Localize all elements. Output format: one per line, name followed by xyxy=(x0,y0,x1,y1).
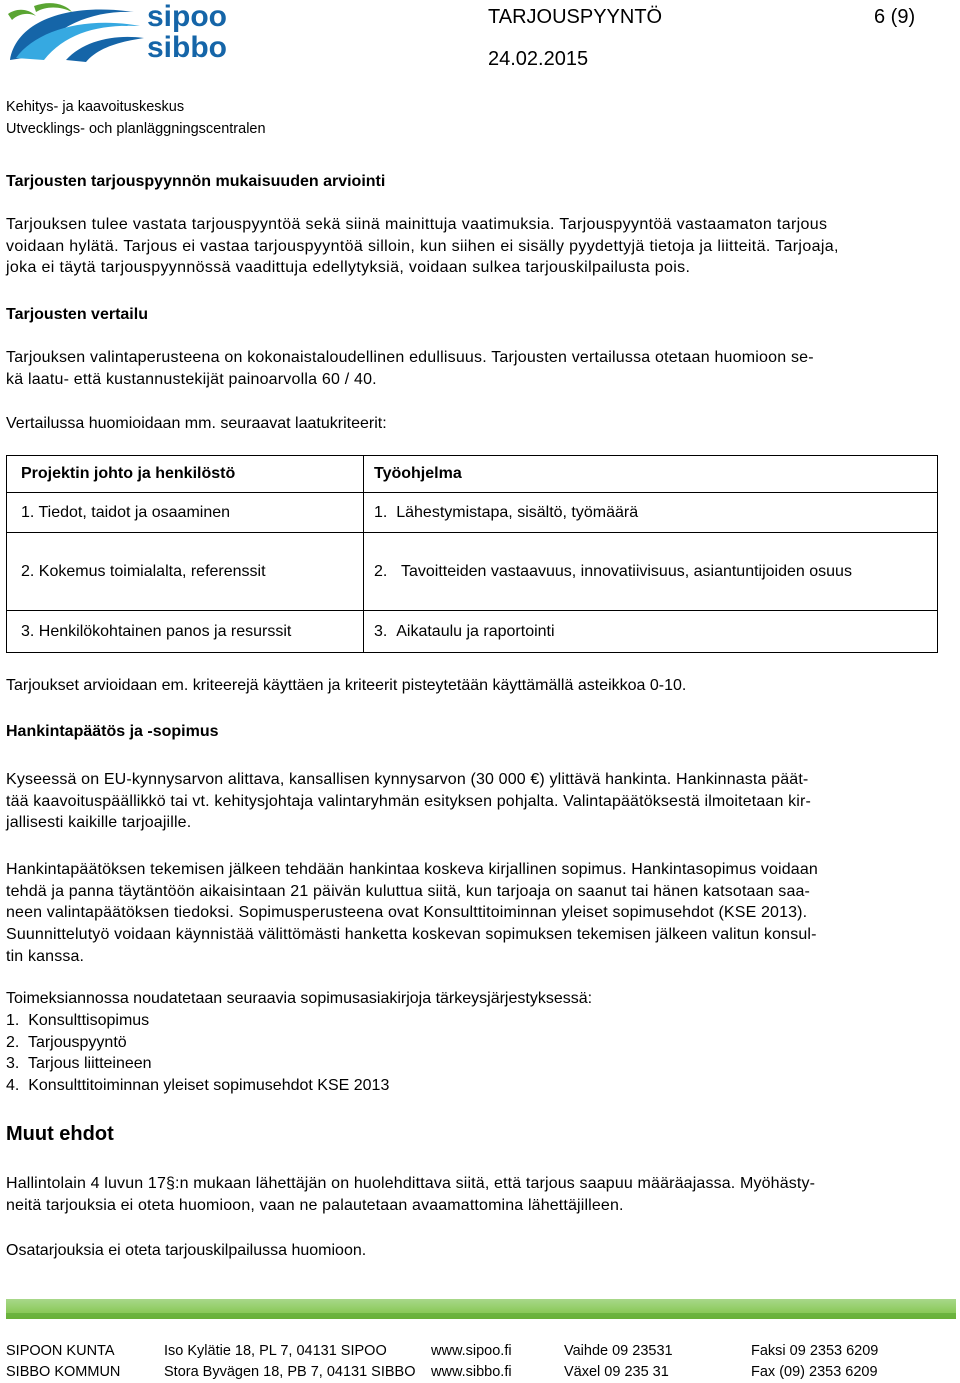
footer-org: SIBBO KOMMUN xyxy=(6,1364,121,1380)
text-line: tin kanssa. xyxy=(6,947,85,965)
list-item: 1. Konsulttisopimus xyxy=(6,1012,150,1029)
text-line: Kyseessä on EU-kynnysarvon alittava, kansallisen kynnysarvon (30 000 €) ylittävä hankinta. Hankinnasta päät- xyxy=(6,771,809,788)
criteria-cell xyxy=(364,611,938,653)
item-number: 3. xyxy=(374,622,388,640)
document-date: 24.02.2015 xyxy=(488,48,589,70)
logo-text-sibbo: sibbo xyxy=(147,31,227,64)
heading-other-terms: Muut ehdot xyxy=(6,1123,114,1145)
text-line: neitä tarjouksia ei oteta huomioon, vaan ne palautetaan avaamattomina lähettäjilleen. xyxy=(6,1196,624,1214)
footer-address: Stora Byvägen 18, PB 7, 04131 SIBBO xyxy=(164,1364,416,1380)
other-terms-paragraph xyxy=(6,1173,815,1216)
table-row xyxy=(7,611,938,653)
department-sv: Utvecklings- och planläggningscentralen xyxy=(6,121,266,137)
item-text: Aikataulu ja raportointi xyxy=(396,622,555,640)
text-line: Hankintapäätöksen tekemisen jälkeen tehdään hankintaa koskeva kirjallinen sopimus. Hankintasopimus voidaan xyxy=(6,861,818,878)
text-line: Hallintolain 4 luvun 17§:n mukaan lähettäjän on huolehdittava siitä, että tarjous saapuu määräajassa. Myöhästy- xyxy=(6,1175,816,1192)
col-header-work-programme: Työohjelma xyxy=(364,456,938,493)
text-line: neen valintapäätöksen tiedoksi. Sopimusperusteena ovat Konsulttitoiminnan yleiset sopimusehdot (KSE 2013). xyxy=(6,904,808,922)
footer-org: SIPOON KUNTA xyxy=(6,1343,115,1359)
list-item: 3. Tarjous liitteineen xyxy=(6,1055,152,1072)
logo-mark-icon xyxy=(6,2,146,64)
procurement-paragraph-2 xyxy=(6,859,818,968)
logo-text-sipoo: sipoo xyxy=(147,0,227,33)
comparison-paragraph xyxy=(6,347,814,390)
footer-fax: Fax (09) 2353 6209 xyxy=(751,1364,878,1380)
footer-fax: Faksi 09 2353 6209 xyxy=(751,1343,879,1359)
text-line: jallisesti kaikille tarjoajille. xyxy=(6,814,192,832)
table-row xyxy=(7,493,938,533)
text-line: Tarjouksen tulee vastata tarjouspyyntöä sekä siinä mainittuja vaatimuksia. Tarjouspyyntöä vastaamaton tarjous xyxy=(6,216,828,233)
page-number: 6 (9) xyxy=(874,6,916,28)
text-line: Suunnittelutyö voidaan käynnistää välittömästi hanketta koskevan sopimuksen tekemisen jälkeen valitun konsul- xyxy=(6,926,817,944)
footer-phone: Vaihde 09 23531 xyxy=(564,1343,673,1359)
document-title: TARJOUSPYYNTÖ xyxy=(488,6,663,28)
criteria-cell xyxy=(364,493,938,533)
sipoo-sibbo-logo xyxy=(6,2,236,64)
documents-list xyxy=(6,1010,389,1096)
documents-intro: Toimeksiannossa noudatetaan seuraavia sopimusasiakirjoja tärkeysjärjestyksessä: xyxy=(6,990,593,1007)
item-number: 2. xyxy=(374,562,388,580)
list-item: 2. Tarjouspyyntö xyxy=(6,1033,127,1051)
footer-band-graphic xyxy=(6,1299,956,1319)
table-row xyxy=(7,533,938,611)
footer-phone: Växel 09 235 31 xyxy=(564,1364,669,1380)
criteria-cell: 3. Henkilökohtainen panos ja resurssit xyxy=(7,611,364,653)
criteria-cell xyxy=(364,533,938,611)
procurement-paragraph-1 xyxy=(6,769,811,834)
text-line: tää kaavoituspäällikkö tai vt. kehitysjohtaja valintaryhmän esityksen pohjalta. Valintapäätöksestä ilmoitetaan kir- xyxy=(6,792,811,810)
scoring-text: Tarjoukset arvioidaan em. kriteerejä käyttäen ja kriteerit pisteytetään käyttämällä asteikkoa 0-10. xyxy=(6,677,687,694)
quality-criteria-table xyxy=(6,455,938,653)
item-text: Tavoitteiden vastaavuus, innovatiivisuus, asiantuntijoiden osuus xyxy=(401,562,852,580)
text-line: voidaan hylätä. Tarjous ei vastaa tarjouspyyntöä silloin, kun siihen ei sisälly pyydettyjä tietoja ja liitteitä. Tarjoaja, xyxy=(6,237,839,255)
item-text: Lähestymistapa, sisältö, työmäärä xyxy=(396,503,639,521)
list-item: 4. Konsulttitoiminnan yleiset sopimusehdot KSE 2013 xyxy=(6,1076,390,1094)
footer-address: Iso Kylätie 18, PL 7, 04131 SIPOO xyxy=(164,1343,387,1359)
department-names xyxy=(6,96,266,140)
footer-web-link[interactable]: www.sipoo.fi xyxy=(431,1343,512,1359)
item-number: 1. xyxy=(374,503,388,521)
table-header-row xyxy=(7,456,938,493)
text-line: tehdä ja panna täytäntöön aikaisintaan 21 päivän kuluttua siitä, kun tarjoaja on saanut tai hänen katsotaan saa- xyxy=(6,882,811,900)
footer-web-link[interactable]: www.sibbo.fi xyxy=(431,1364,512,1380)
compliance-paragraph xyxy=(6,214,839,279)
heading-procurement-decision: Hankintapäätös ja -sopimus xyxy=(6,723,219,740)
heading-comparison: Tarjousten vertailu xyxy=(6,306,148,323)
criteria-cell: 1. Tiedot, taidot ja osaaminen xyxy=(7,493,364,533)
criteria-intro: Vertailussa huomioidaan mm. seuraavat laatukriteerit: xyxy=(6,415,387,432)
department-fi: Kehitys- ja kaavoituskeskus xyxy=(6,99,185,115)
criteria-cell: 2. Kokemus toimialalta, referenssit xyxy=(7,533,364,611)
text-line: kä laatu- että kustannustekijät painoarvolla 60 / 40. xyxy=(6,370,377,388)
col-header-project-management: Projektin johto ja henkilöstö xyxy=(7,456,364,493)
text-line: Tarjouksen valintaperusteena on kokonaistaloudellinen edullisuus. Tarjousten vertailussa otetaan huomioon se- xyxy=(6,349,814,366)
heading-compliance: Tarjousten tarjouspyynnön mukaisuuden arviointi xyxy=(6,173,386,190)
text-line: joka ei täytä tarjouspyynnössä vaadittuja edellytyksiä, voidaan sulkea tarjouskilpailusta pois. xyxy=(6,259,691,277)
partial-offers-text: Osatarjouksia ei oteta tarjouskilpailussa huomioon. xyxy=(6,1242,367,1259)
